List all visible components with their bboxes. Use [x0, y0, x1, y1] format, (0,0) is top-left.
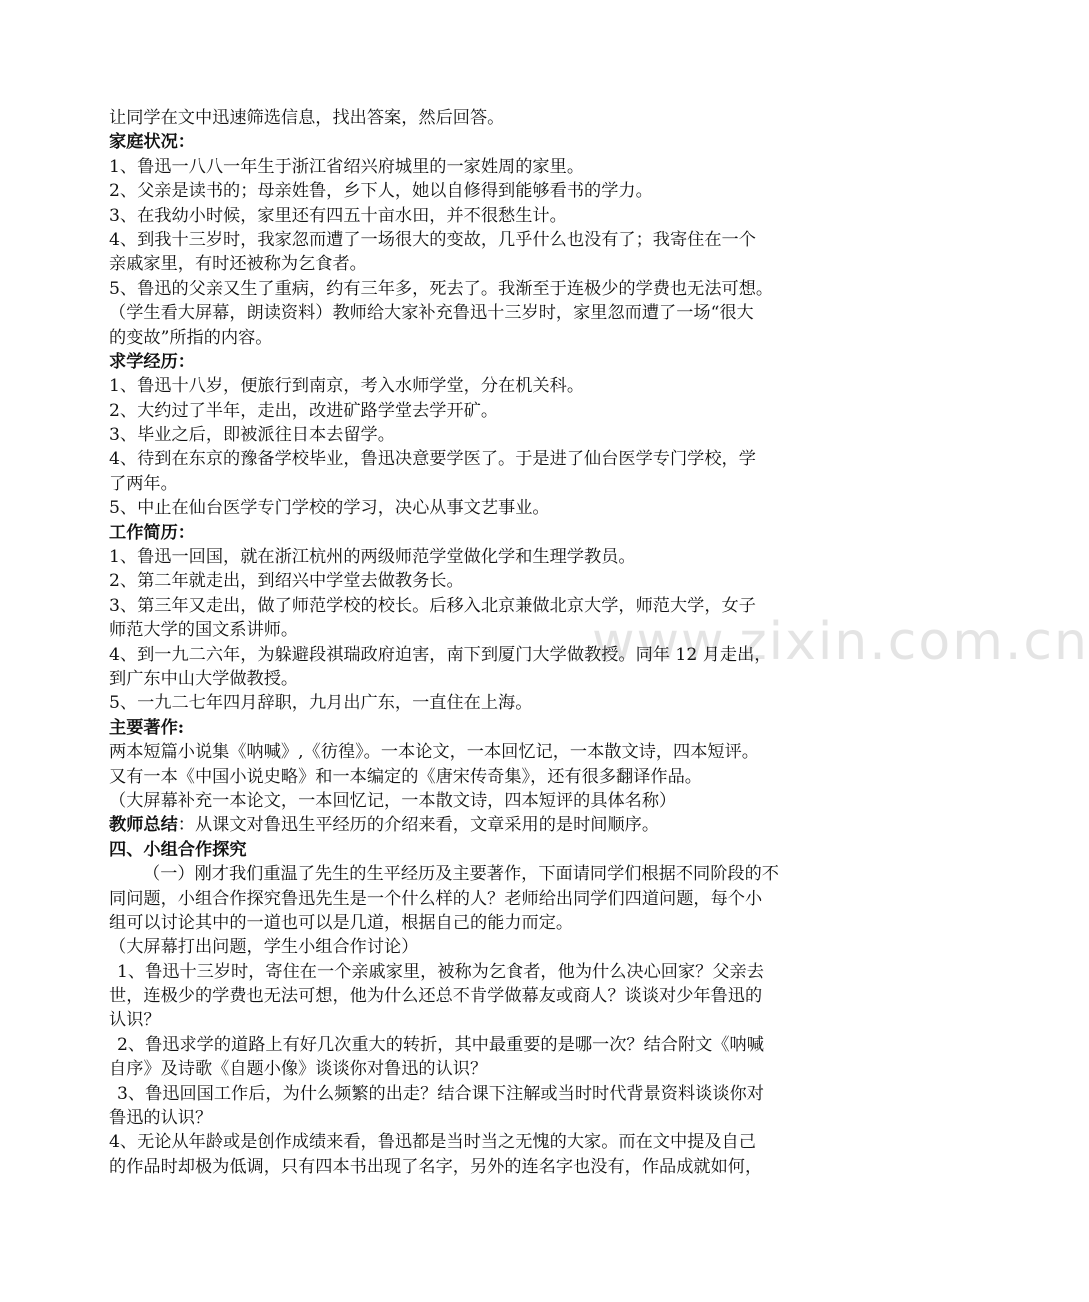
text-line: 3、在我幼小时候，家里还有四五十亩水田，并不很愁生计。 — [109, 205, 567, 226]
text-line: （一）刚才我们重温了先生的生平经历及主要著作，下面请同学们根据不同阶段的不 — [143, 864, 779, 885]
text-line: 两本短篇小说集《呐喊》,《彷徨》。一本论文，一本回忆记，一本散文诗，四本短评。 — [109, 742, 759, 763]
text-line: 的作品时却极为低调，只有四本书出现了名字，另外的连名字也没有，作品成就如何， — [109, 1156, 763, 1177]
teacher-summary-label: 教师总结 — [109, 815, 178, 836]
text-line: 2、父亲是读书的；母亲姓鲁，乡下人，她以自修得到能够看书的学力。 — [109, 181, 653, 202]
text-line: 让同学在文中迅速筛选信息，找出答案，然后回答。 — [109, 108, 505, 128]
text-line: 1、鲁迅十三岁时，寄住在一个亲戚家里，被称为乞食者，他为什么决心回家？父亲去 — [117, 961, 764, 982]
text-line: 2、大约过了半年，走出，改进矿路学堂去学开矿。 — [109, 400, 499, 421]
text-line: 3、鲁迅回国工作后，为什么频繁的出走？结合课下注解或当时时代背景资料谈谈你对 — [117, 1083, 764, 1104]
text-line: 1、鲁迅一八八一年生于浙江省绍兴府城里的一家姓周的家里。 — [109, 156, 585, 177]
text-line: 到广东中山大学做教授。 — [109, 668, 299, 689]
section-heading: 家庭状况： — [109, 132, 195, 153]
text-line: 鲁迅的认识？ — [109, 1108, 213, 1129]
text-line: 3、毕业之后，即被派往日本去留学。 — [109, 425, 395, 446]
text-line: 5、鲁迅的父亲又生了重病，约有三年多，死去了。我渐至于连极少的学费也无法可想。 — [109, 278, 774, 299]
text-line: （学生看大屏幕，朗读资料）教师给大家补充鲁迅十三岁时，家里忽而遭了一场“很大 — [109, 303, 754, 324]
watermark: www.zixin.com.cn — [592, 612, 1089, 672]
text-line: 4、待到在东京的豫备学校毕业，鲁迅决意要学医了。于是进了仙台医学专门学校，学 — [109, 449, 756, 470]
text-line: 师范大学的国文系讲师。 — [109, 620, 299, 641]
text-line: 认识？ — [109, 1010, 161, 1031]
document-body — [109, 106, 815, 1179]
text-line: 4、无论从年龄或是创作成绩来看，鲁迅都是当时当之无愧的大家。而在文中提及自己 — [109, 1132, 756, 1153]
text-line: 4、到一九二六年，为躲避段祺瑞政府迫害，南下到厦门大学做教授。同年 12 月走出， — [109, 644, 772, 665]
text-line: 又有一本《中国小说史略》和一本编定的《唐宋传奇集》，还有很多翻译作品。 — [109, 766, 702, 787]
text-line: 同问题，小组合作探究鲁迅先生是一个什么样的人？老师给出同学们四道问题，每个小 — [109, 888, 763, 909]
text-line: 1、鲁迅一回国，就在浙江杭州的两级师范学堂做化学和生理学教员。 — [109, 547, 636, 568]
section-heading: 工作简历： — [109, 522, 195, 543]
section-heading: 主要著作: — [109, 717, 185, 738]
text-line: 组可以讨论其中的一道也可以是几道，根据自己的能力而定。 — [109, 912, 574, 933]
text-line: 2、第二年就走出，到绍兴中学堂去做教务长。 — [109, 571, 464, 592]
text-line: 5、中止在仙台医学专门学校的学习，决心从事文艺事业。 — [109, 498, 550, 519]
text-line: （大屏幕打出问题，学生小组合作讨论） — [109, 937, 419, 958]
text-line: 3、第三年又走出，做了师范学校的校长。后移入北京兼做北京大学，师范大学，女子 — [109, 595, 756, 616]
text-line: 自序》及诗歌《自题小像》谈谈你对鲁迅的认识？ — [109, 1059, 488, 1080]
text-line: 1、鲁迅十八岁，便旅行到南京，考入水师学堂，分在机关科。 — [109, 376, 585, 397]
text-line: 的变故”所指的内容。 — [109, 327, 273, 348]
section-heading: 求学经历： — [109, 351, 195, 372]
teacher-summary-line — [109, 813, 815, 837]
text-line: 亲戚家里，有时还被称为乞食者。 — [109, 254, 367, 275]
text-line: 4、到我十三岁时，我家忽而遭了一场很大的变故，几乎什么也没有了；我寄住在一个 — [109, 229, 756, 250]
text-line: 5、一九二七年四月辞职，九月出广东，一直住在上海。 — [109, 693, 533, 714]
text-line: 了两年。 — [109, 473, 178, 494]
teacher-summary-text: ：从课文对鲁迅生平经历的介绍来看，文章采用的是时间顺序。 — [177, 815, 660, 836]
text-line: 世，连极少的学费也无法可想，他为什么还总不肯学做幕友或商人？谈谈对少年鲁迅的 — [109, 986, 763, 1007]
text-line: （大屏幕补充一本论文，一本回忆记，一本散文诗，四本短评的具体名称） — [109, 790, 677, 811]
text-line: 2、鲁迅求学的道路上有好几次重大的转折，其中最重要的是哪一次？结合附文《呐喊 — [117, 1034, 764, 1055]
section-heading: 四、小组合作探究 — [109, 839, 247, 860]
